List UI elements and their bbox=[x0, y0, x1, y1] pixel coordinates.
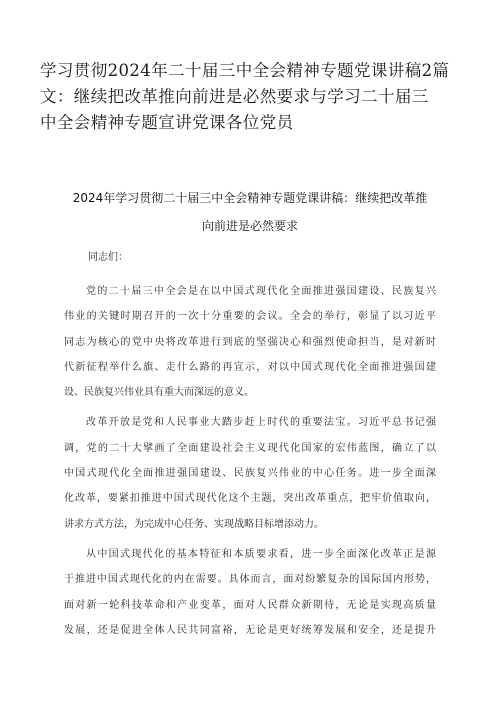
salutation: 同志们： bbox=[88, 252, 128, 263]
paragraph-line: 发展，还是促进全体人民共同富裕，无论是更好统筹发展和安全，还是提升 bbox=[64, 624, 436, 636]
title-line: 学习贯彻2024年二十届三中全会精神专题党课讲稿2篇 bbox=[40, 61, 450, 80]
paragraph-line: 面对新一轮科技革命和产业变革，面对人民群众新期待，无论是实现高质量 bbox=[64, 599, 436, 611]
paragraph-1 bbox=[64, 279, 436, 405]
paragraph-2 bbox=[64, 410, 436, 536]
paragraph-line: 从中国式现代化的基本特征和本质要求看，进一步全面深化改革正是源 bbox=[86, 548, 436, 560]
section-heading bbox=[50, 184, 450, 240]
heading-line: 向前进是必然要求 bbox=[201, 219, 298, 233]
paragraph-line: 伟业的关键时期召开的一次十分重要的会议。全会的举行，彰显了以习近平 bbox=[64, 311, 436, 323]
document-title bbox=[40, 58, 470, 136]
paragraph-line: 讲求方式方法，为完成中心任务、实现战略目标增添动力。 bbox=[64, 518, 324, 530]
paragraph-line: 同志为核心的党中央将改革进行到底的坚强决心和强烈使命担当，是对新时 bbox=[64, 336, 436, 348]
paragraph-line: 中国式现代化全面推进强国建设、民族复兴伟业的中心任务。进一步全面深 bbox=[64, 468, 436, 480]
heading-line: 2024年学习贯彻二十届三中全会精神专题党课讲稿：继续把改革推 bbox=[72, 191, 428, 205]
title-line: 中全会精神专题宣讲党课各位党员 bbox=[40, 113, 294, 132]
paragraph-line: 改革开放是党和人民事业大踏步赶上时代的重要法宝。习近平总书记强 bbox=[86, 417, 436, 429]
paragraph-line: 于推进中国式现代化的内在需要。具体而言，面对纷繁复杂的国际国内形势， bbox=[64, 574, 436, 586]
paragraph-line: 化改革，要紧扣推进中国式现代化这个主题，突出改革重点，把牢价值取向， bbox=[64, 493, 436, 505]
paragraph-line: 代新征程举什么旗、走什么路的再宣示，对以中国式现代化全面推进强国建 bbox=[64, 361, 436, 373]
paragraph-3 bbox=[64, 542, 436, 643]
paragraph-line: 调，党的二十大擘画了全面建设社会主义现代化国家的宏伟蓝图，确立了以 bbox=[64, 442, 436, 454]
paragraph-line: 设、民族复兴伟业具有重大而深远的意义。 bbox=[64, 387, 254, 399]
body-text bbox=[64, 245, 436, 648]
paragraph-line: 党的二十届三中全会是在以中国式现代化全面推进强国建设、民族复兴 bbox=[86, 286, 436, 297]
title-line: 文：继续把改革推向前进是必然要求与学习二十届三 bbox=[40, 87, 429, 106]
